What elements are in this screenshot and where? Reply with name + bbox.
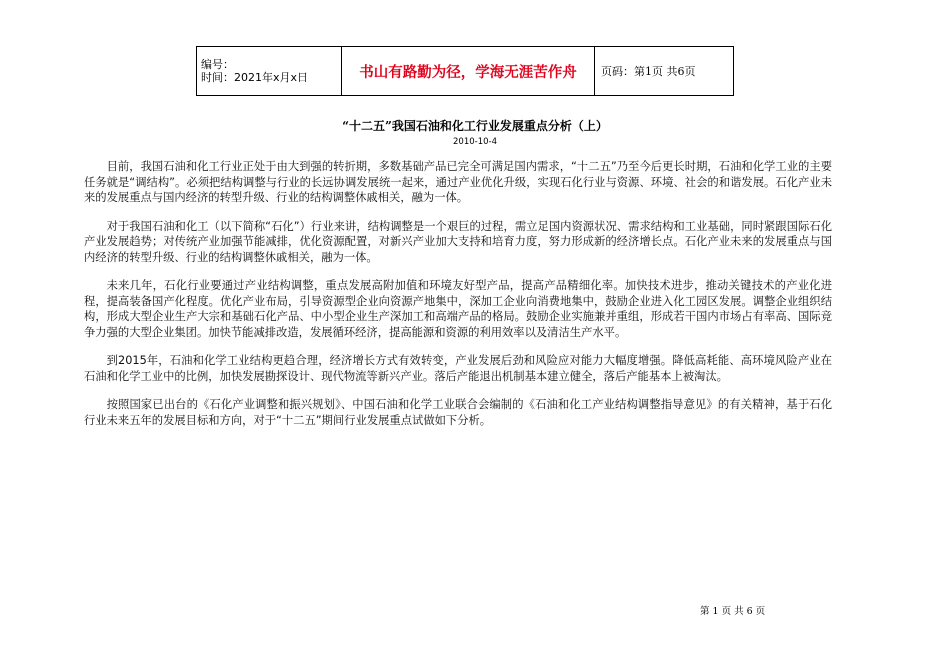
motto-text: 书山有路勤为径，学海无涯苦作舟 bbox=[359, 63, 577, 81]
time-label: 时间：2021年x月x日 bbox=[201, 71, 309, 84]
header-page-code: 页码：第1页 共6页 bbox=[595, 47, 734, 96]
article-title: “十二五”我国石油和化工行业发展重点分析（上） bbox=[342, 119, 608, 133]
paragraph: 对于我国石油和化工（以下简称“石化”）行业来讲，结构调整是一个艰巨的过程，需立足国内资源状况、需求结构和工业基础，同时紧跟国际石化产业发展趋势；对传统产业加强节能减排，优化资源配置，对新兴产业加大支持和培育力度，努力形成新的经济增长点。石化产业未来的发展重点与国内经济的转型升级、行业的结构调整休戚相关，融为一体。 bbox=[84, 219, 832, 264]
number-label: 编号： bbox=[201, 58, 234, 71]
paragraph: 目前，我国石油和化工行业正处于由大到强的转折期，多数基础产品已完全可满足国内需求，“十二五”乃至今后更长时期，石油和化学工业的主要任务就是“调结构”。必须把结构调整与行业的长远协调发展统一起来，通过产业优化升级，实现石化行业与资源、环境、社会的和谐发展。石化产业未来的发展重点与国内经济的转型升级、行业的结构调整休戚相关，融为一体。 bbox=[84, 160, 832, 204]
header-table bbox=[196, 46, 734, 96]
page-footer: 第 1 页 共 6 页 bbox=[700, 606, 766, 617]
paragraph: 未来几年，石化行业要通过产业结构调整，重点发展高附加值和环境友好型产品，提高产品精细化率。加快技术进步，推动关键技术的产业化进程，提高装备国产化程度。优化产业布局，引导资源型企业向资源产地集中，深加工企业向消费地集中，鼓励企业进入化工园区发展。调整企业组织结构，形成大型企业生产大宗和基础石化产品、中小型企业生产深加工和高端产品的格局。鼓励企业实施兼并重组，形成若干国内市场占有率高、国际竞争力强的大型企业集团。加快节能减排改造，发展循环经济，提高能源和资源的利用效率以及清洁生产水平。 bbox=[84, 279, 832, 339]
header-meta-cell bbox=[197, 47, 342, 96]
header-motto-cell bbox=[342, 47, 595, 96]
paragraph: 按照国家已出台的《石化产业调整和振兴规划》、中国石油和化学工业联合会编制的《石油和化工产业结构调整指导意见》的有关精神，基于石化行业未来五年的发展目标和方向，对于“十二五”期间行业发展重点试做如下分析。 bbox=[84, 398, 832, 427]
article-body bbox=[84, 159, 832, 441]
paragraph: 到2015年，石油和化学工业结构更趋合理，经济增长方式有效转变，产业发展后劲和风险应对能力大幅度增强。降低高耗能、高环境风险产业在石油和化学工业中的比例，加快发展勘探设计、现代物流等新兴产业。落后产能退出机制基本建立健全，落后产能基本上被淘汰。 bbox=[84, 354, 832, 383]
article-date: 2010-10-4 bbox=[453, 137, 497, 147]
